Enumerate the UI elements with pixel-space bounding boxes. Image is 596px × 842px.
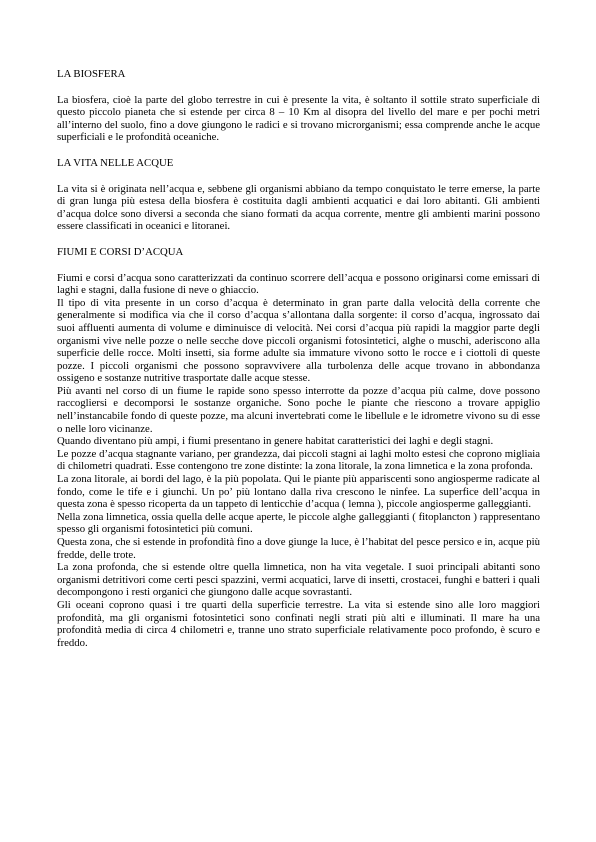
section-heading: LA VITA NELLE ACQUE [57, 156, 174, 169]
paragraph: Più avanti nel corso di un fiume le rapide sono spesso interrotte da pozze d’acqua più calme, dove possono raccogliersi e decomporsi le sostanze organiche. Sono poche le piante che riescono a trovare appiglio nell’instancabile fondo di queste pozze, ma alcuni invertebrati come le libellule e le idrometre vivono su di esse o nelle loro vicinanze. [57, 384, 540, 435]
paragraph: La vita si è originata nell’acqua e, sebbene gli organismi abbiano da tempo conquistato le terre emerse, la parte di gran lunga più estesa della biosfera è costituita dagli ambienti acquatici e dai loro abitanti. Gli ambienti d’acqua dolce sono diversi a seconda che siano formati da acqua corrente, mentre gli ambienti marini possono essere classificati in oceanici e litoranei. [57, 182, 540, 233]
paragraph: La biosfera, cioè la parte del globo terrestre in cui è presente la vita, è soltanto il sottile strato superficiale di questo piccolo pianeta che si estende per circa 8 – 10 Km al disopra del livello del mare e per pochi metri all’interno del suolo, fino a dove giungono le radici e si trovano microrganismi; essa comprende anche le acque superficiali e le profondità oceaniche. [57, 93, 540, 144]
paragraph: Fiumi e corsi d’acqua sono caratterizzati da continuo scorrere dell’acqua e possono originarsi come emissari di laghi e stagni, dalla fusione di neve o ghiaccio. [57, 271, 540, 297]
paragraph: Il tipo di vita presente in un corso d’acqua è determinato in gran parte dalla velocità della corrente che generalmente si modifica via che il corso d’acqua s’allontana dalla sorgente: il corso d’acqua, ingrossato dai suoi affluenti aumenta di volume e diminuisce di velocità. Nei corsi d’acqua più rapidi la maggior parte degli organismi vive nelle pozze o nelle secche dove piccoli organismi fotosintetici, alghe o muschi, aderiscono alla superficie delle rocce. Molti insetti, sia forme adulte sia immature vivono sotto le rocce e i ciottoli di queste pozze. I piccoli organismi che possono sopravvivere alla turbolenza delle acque trovano in abbondanza ossigeno e sostanze nutritive trasportate dalle acque stesse. [57, 296, 540, 385]
paragraph: La zona litorale, ai bordi del lago, è la più popolata. Qui le piante più appariscenti sono angiosperme radicate al fondo, come le tife e i giunchi. Un po’ più lontano dalla riva crescono le ninfee. La superfice dell’acqua in questa zona è spesso ricoperta da un tappeto di lenticchie d’acqua ( lemna ), piccole angiosperme galleggianti. [57, 473, 540, 511]
paragraph: Questa zona, che si estende in profondità fino a dove giunge la luce, è l’habitat del pesce persico e in, acque più fredde, delle trote. [57, 536, 540, 561]
paragraph: Le pozze d’acqua stagnante variano, per grandezza, dai piccoli stagni ai laghi molto estesi che coprono migliaia di chilometri quadrati. Esse contengono tre zone distinte: la zona litorale, la zona limnetica e la zona profonda. [57, 447, 540, 473]
paragraph: Quando diventano più ampi, i fiumi presentano in genere habitat caratteristici dei laghi e degli stagni. [57, 435, 494, 448]
document-page [57, 68, 540, 649]
paragraph: Nella zona limnetica, ossia quella delle acque aperte, le piccole alghe galleggianti ( fitoplancton ) rappresentano spesso gli organismi fotosintetici più comuni. [57, 510, 540, 536]
section-biosfera [57, 68, 540, 144]
paragraph: Gli oceani coprono quasi i tre quarti della superficie terrestre. La vita si estende sino alle loro maggiori profondità, ma gli organismi fotosintetici sono confinati negli strati più alti e illuminati. Il mare ha una profondità media di circa 4 chilometri e, tranne uno strato superficiale relativamente poco profondo, è scuro e freddo. [57, 598, 540, 649]
section-heading: LA BIOSFERA [57, 68, 126, 80]
paragraph: La zona profonda, che si estende oltre quella limnetica, non ha vita vegetale. I suoi principali abitanti sono organismi detritivori come certi pesci spazzini, vermi acquatici, larve di insetti, crostacei, funghi e batteri i quali decompongono i resti organici che giungono dalle acque sovrastanti. [57, 561, 540, 599]
section-heading: FIUMI E CORSI D’ACQUA [57, 245, 184, 258]
section-fiumi-e-corsi-d-acqua [57, 246, 540, 649]
section-vita-nelle-acque [57, 157, 540, 233]
